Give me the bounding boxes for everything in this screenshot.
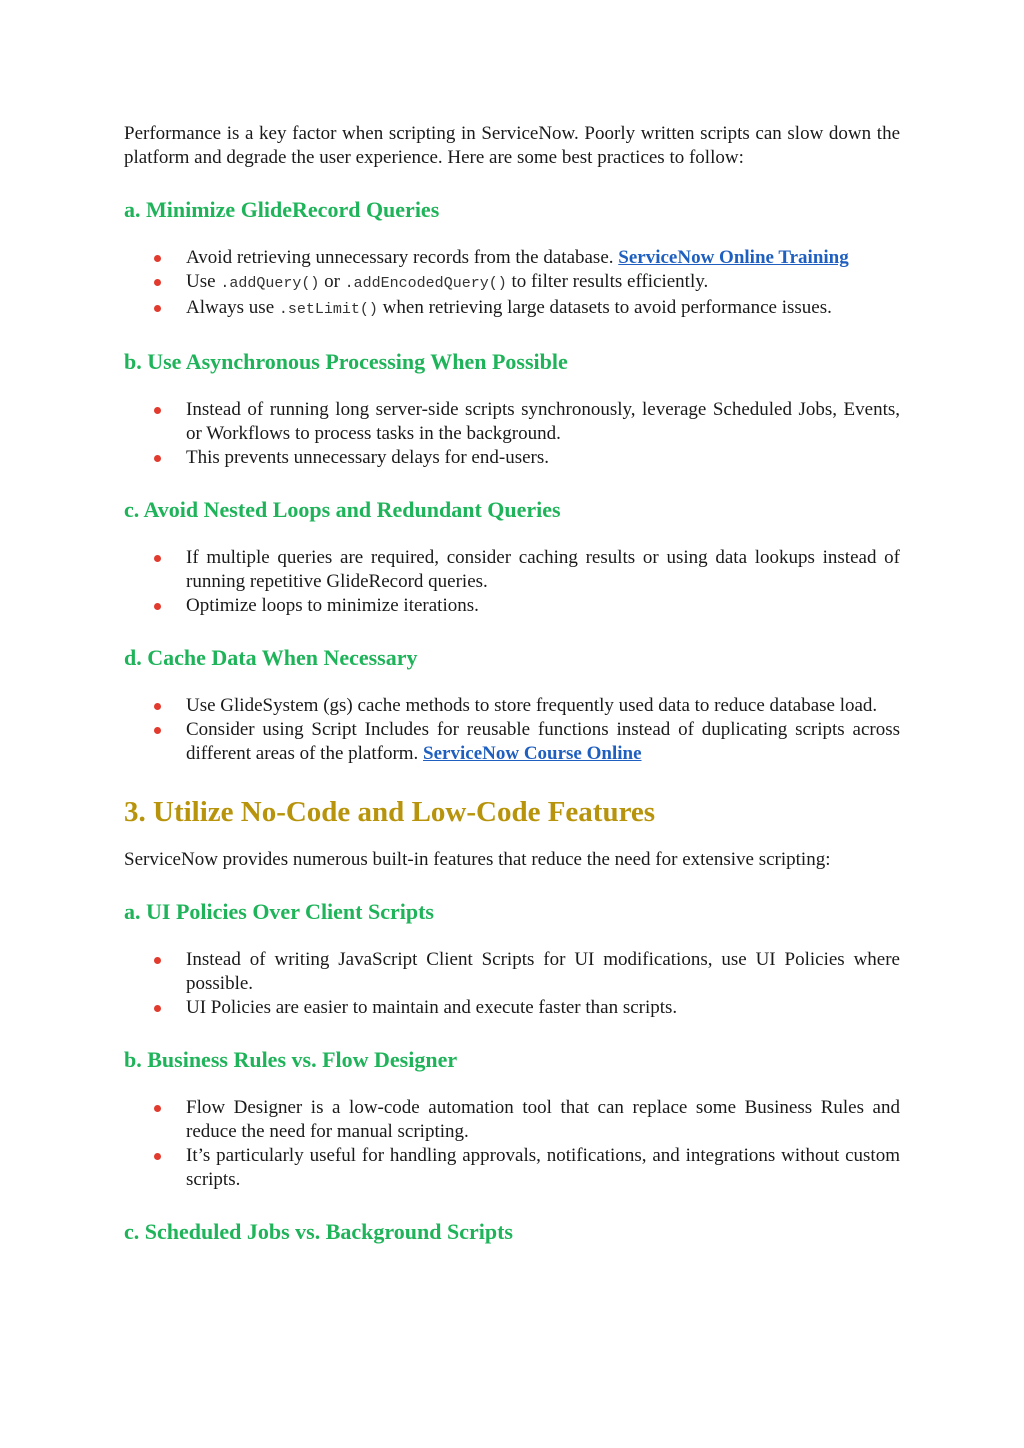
- heading-async-processing: b. Use Asynchronous Processing When Possible: [124, 349, 568, 374]
- section-3-title: 3. Utilize No-Code and Low-Code Features: [124, 796, 656, 828]
- bullet-icon: [154, 255, 161, 262]
- heading-business-rules: b. Business Rules vs. Flow Designer: [124, 1047, 458, 1072]
- list-item: Use GlideSystem (gs) cache methods to store frequently used data to reduce database load.: [124, 694, 900, 718]
- list-item: Instead of running long server-side scripts synchronously, leverage Scheduled Jobs, Events, or Workflows to process tasks in the background.: [124, 398, 900, 446]
- list-item: Instead of writing JavaScript Client Scripts for UI modifications, use UI Policies where possible.: [124, 948, 900, 996]
- bullet-icon: [154, 957, 161, 964]
- code-setlimit: .setLimit(): [278, 301, 378, 318]
- intro-paragraph: Performance is a key factor when scripting in ServiceNow. Poorly written scripts can slow down the platform and degrade the user experience. Here are some best practices to follow:: [124, 123, 900, 168]
- bullet-icon: [154, 1005, 161, 1012]
- list-item: Flow Designer is a low-code automation tool that can replace some Business Rules and reduce the need for manual scripting.: [124, 1096, 900, 1144]
- bullet-list-gliderecord: [124, 246, 900, 322]
- bullet-icon: [154, 603, 161, 610]
- heading-minimize-gliderecord: a. Minimize GlideRecord Queries: [124, 197, 440, 222]
- bullet-icon: [154, 1105, 161, 1112]
- list-item: Optimize loops to minimize iterations.: [124, 594, 900, 618]
- list-item: This prevents unnecessary delays for end-users.: [124, 446, 900, 470]
- bullet-icon: [154, 279, 161, 286]
- bullet-list-ui-policies: [124, 948, 900, 1020]
- list-item: Always use .setLimit() when retrieving large datasets to avoid performance issues.: [124, 296, 900, 322]
- bullet-icon: [154, 305, 161, 312]
- bullet-icon: [154, 1153, 161, 1160]
- list-item: Consider using Script Includes for reusable functions instead of duplicating scripts across different areas of the platform. ServiceNow Course Online: [124, 718, 900, 766]
- list-item: It’s particularly useful for handling approvals, notifications, and integrations without custom scripts.: [124, 1144, 900, 1192]
- bullet-icon: [154, 455, 161, 462]
- bullet-list-flow-designer: [124, 1096, 900, 1192]
- heading-cache-data: d. Cache Data When Necessary: [124, 645, 418, 670]
- servicenow-online-training-link[interactable]: ServiceNow Online Training: [618, 247, 849, 268]
- list-item: If multiple queries are required, consider caching results or using data lookups instead of running repetitive GlideRecord queries.: [124, 546, 900, 594]
- bullet-icon: [154, 727, 161, 734]
- servicenow-course-online-link[interactable]: ServiceNow Course Online: [423, 743, 642, 764]
- list-item: Use .addQuery() or .addEncodedQuery() to filter results efficiently.: [124, 270, 900, 296]
- bullet-list-loops: [124, 546, 900, 618]
- section-3-intro: ServiceNow provides numerous built-in features that reduce the need for extensive scripting:: [124, 849, 831, 870]
- list-item: Avoid retrieving unnecessary records from the database. ServiceNow Online Training: [124, 246, 900, 270]
- heading-ui-policies: a. UI Policies Over Client Scripts: [124, 899, 434, 924]
- heading-scheduled-jobs: c. Scheduled Jobs vs. Background Scripts: [124, 1219, 513, 1244]
- bullet-icon: [154, 703, 161, 710]
- heading-nested-loops: c. Avoid Nested Loops and Redundant Queries: [124, 497, 561, 522]
- bullet-list-async: [124, 398, 900, 470]
- bullet-icon: [154, 555, 161, 562]
- content-column: [124, 122, 900, 1246]
- list-item: UI Policies are easier to maintain and execute faster than scripts.: [124, 996, 900, 1020]
- bullet-list-cache: [124, 694, 900, 766]
- code-addquery: .addQuery(): [220, 275, 320, 292]
- bullet-icon: [154, 407, 161, 414]
- code-addencodedquery: .addEncodedQuery(): [344, 275, 507, 292]
